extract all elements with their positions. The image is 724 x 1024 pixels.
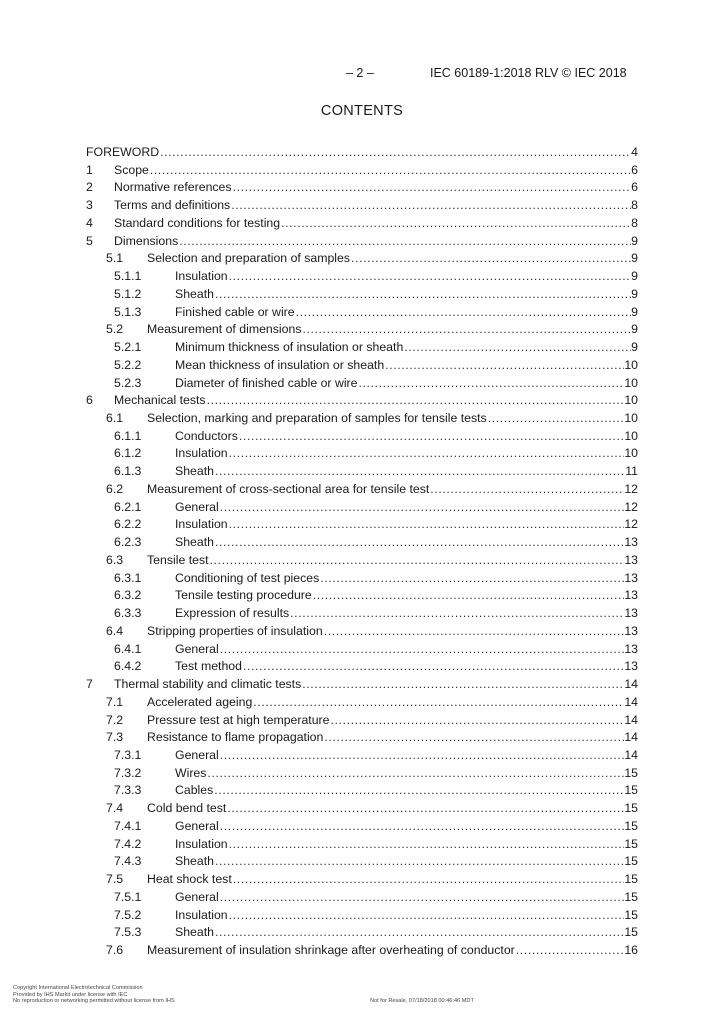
toc-entry-line [147, 321, 638, 339]
toc-entry-page: 9 [631, 233, 638, 248]
toc-entry-title: Mechanical tests [114, 393, 206, 408]
toc-entry-page: 8 [631, 198, 638, 213]
toc-entry-title: Sheath [175, 854, 214, 869]
toc-entry-page: 15 [624, 872, 638, 887]
toc-entry[interactable] [0, 463, 724, 481]
dot-leader [312, 587, 625, 605]
dot-leader [487, 410, 625, 428]
toc-entry-line [175, 907, 638, 925]
toc-entry-line [147, 712, 638, 730]
toc-entry-page: 15 [624, 907, 638, 922]
dot-leader [357, 375, 624, 393]
toc-entry-line [175, 445, 638, 463]
toc-entry-number: 7.5.3 [114, 925, 142, 940]
toc-entry-title: Wires [175, 765, 207, 780]
toc-entry[interactable] [0, 658, 724, 676]
toc-entry-number: 6.1.1 [114, 428, 142, 443]
toc-entry-page: 10 [624, 446, 638, 461]
toc-entry[interactable] [0, 570, 724, 588]
toc-entry-line [147, 729, 638, 747]
toc-entry-title: Insulation [175, 836, 228, 851]
toc-entry-page: 13 [624, 623, 638, 638]
toc-entry-line [175, 570, 638, 588]
toc-entry-number: 7.6 [106, 943, 124, 958]
toc-entry-line [175, 268, 638, 286]
toc-entry-page: 6 [631, 162, 638, 177]
toc-entry-page: 9 [631, 322, 638, 337]
dot-leader [209, 552, 625, 570]
toc-entry-page: 10 [624, 357, 638, 372]
toc-entry-line [175, 357, 638, 375]
toc-entry[interactable] [0, 853, 724, 871]
dot-leader [232, 871, 625, 889]
toc-entry-line [175, 853, 638, 871]
toc-entry-number: 7.3.3 [114, 783, 142, 798]
toc-entry[interactable] [0, 499, 724, 517]
dot-leader [228, 907, 625, 925]
toc-entry-line [114, 392, 638, 410]
toc-entry-page: 12 [624, 499, 638, 514]
toc-entry-page: 13 [624, 588, 638, 603]
toc-entry[interactable] [0, 197, 724, 215]
toc-entry-line [175, 924, 638, 942]
dot-leader [330, 712, 625, 730]
toc-entry[interactable] [0, 179, 724, 197]
toc-entry-page: 14 [624, 730, 638, 745]
toc-entry-page: 8 [631, 215, 638, 230]
toc-entry[interactable] [0, 871, 724, 889]
toc-entry-page: 9 [631, 304, 638, 319]
toc-entry-number: 5 [86, 233, 93, 248]
toc-entry-line [175, 818, 638, 836]
toc-entry-line [147, 800, 638, 818]
toc-entry-number: 6.1 [106, 411, 124, 426]
copyright-line: Copyright International Electrotechnical Commission [13, 985, 143, 991]
dot-leader [228, 268, 632, 286]
dot-leader [228, 836, 625, 854]
toc-entry-line [175, 304, 638, 322]
toc-entry-title: Test method [175, 659, 242, 674]
dot-leader [323, 729, 624, 747]
toc-entry-line [175, 658, 638, 676]
toc-entry-page: 15 [624, 889, 638, 904]
toc-entry-line [147, 623, 638, 641]
toc-entry-line [175, 375, 638, 393]
toc-entry[interactable] [0, 765, 724, 783]
toc-entry-title: Conditioning of test pieces [175, 570, 320, 585]
toc-entry[interactable] [0, 481, 724, 499]
dot-leader [515, 942, 625, 960]
toc-entry-line [175, 534, 638, 552]
dot-leader [228, 516, 625, 534]
toc-entry-title: Insulation [175, 269, 228, 284]
dot-leader [228, 445, 625, 463]
toc-entry-title: Insulation [175, 517, 228, 532]
toc-entry[interactable] [0, 800, 724, 818]
toc-entry-page: 12 [624, 481, 638, 496]
toc-entry-title: Minimum thickness of insulation or sheath [175, 340, 404, 355]
toc-entry-title: Heat shock test [147, 872, 232, 887]
page-number: – 2 – [346, 66, 374, 80]
dot-leader [301, 676, 624, 694]
toc-entry-title: Insulation [175, 907, 228, 922]
toc-entry-line [147, 481, 638, 499]
toc-entry-title: Selection, marking and preparation of samples for tensile tests [147, 411, 487, 426]
toc-entry-number: 7.4.3 [114, 854, 142, 869]
toc-entry-page: 10 [624, 411, 638, 426]
toc-entry[interactable] [0, 392, 724, 410]
dot-leader [149, 162, 631, 180]
toc-entry-title: Normative references [114, 180, 232, 195]
dot-leader [230, 197, 631, 215]
toc-entry-line [147, 250, 638, 268]
toc-entry-line [175, 286, 638, 304]
toc-entry-page: 10 [624, 393, 638, 408]
toc-entry-title: General [175, 818, 219, 833]
toc-entry[interactable] [0, 339, 724, 357]
toc-entry-title: Measurement of cross-sectional area for tensile test [147, 481, 430, 496]
toc-entry-page: 14 [624, 677, 638, 692]
toc-entry[interactable] [0, 729, 724, 747]
toc-entry-number: 4 [86, 215, 93, 230]
toc-entry-title: Cold bend test [147, 801, 227, 816]
toc-entry-number: 6.4.1 [114, 641, 142, 656]
toc-entry-number: 7.5.1 [114, 889, 142, 904]
toc-entry-page: 14 [624, 747, 638, 762]
dot-leader [350, 250, 631, 268]
toc-entry-line [147, 942, 638, 960]
toc-entry-line [114, 676, 638, 694]
toc-entry[interactable] [0, 712, 724, 730]
toc-entry-line [175, 463, 638, 481]
dot-leader [206, 765, 624, 783]
toc-entry[interactable] [0, 818, 724, 836]
toc-entry-page: 15 [624, 836, 638, 851]
toc-entry-number: 5.2.2 [114, 357, 142, 372]
toc-entry[interactable] [0, 587, 724, 605]
toc-entry-title: Thermal stability and climatic tests [114, 677, 302, 692]
toc-entry-title: Resistance to flame propagation [147, 730, 324, 745]
dot-leader [238, 428, 624, 446]
toc-entry-number: 6.3 [106, 552, 124, 567]
standard-reference: IEC 60189-1:2018 RLV © IEC 2018 [430, 66, 627, 80]
toc-entry-number: 6.1.3 [114, 464, 142, 479]
toc-entry-number: 7.4.1 [114, 818, 142, 833]
toc-entry-title: General [175, 641, 219, 656]
toc-entry-page: 13 [624, 570, 638, 585]
dot-leader [219, 499, 625, 517]
toc-entry-title: Insulation [175, 446, 228, 461]
toc-entry-number: 7.3.1 [114, 747, 142, 762]
dot-leader [429, 481, 624, 499]
toc-entry-title: Accelerated ageing [147, 694, 253, 709]
toc-entry-title: Sheath [175, 286, 214, 301]
toc-entry[interactable] [0, 694, 724, 712]
toc-entry-page: 15 [624, 925, 638, 940]
toc-entry-line [175, 747, 638, 765]
toc-entry[interactable] [0, 889, 724, 907]
toc-entry-page: 6 [631, 180, 638, 195]
toc-entry-line [114, 179, 638, 197]
dot-leader [214, 853, 624, 871]
toc-entry-title: Expression of results [175, 606, 290, 621]
toc-entry-title: Terms and definitions [114, 198, 231, 213]
toc-entry-title: Sheath [175, 464, 214, 479]
toc-entry-number: 7.3.2 [114, 765, 142, 780]
toc-entry-number: 5.1.3 [114, 304, 142, 319]
dot-leader [232, 179, 632, 197]
toc-entry-line [114, 215, 638, 233]
toc-entry-number: 5.1 [106, 251, 124, 266]
toc-entry[interactable] [0, 162, 724, 180]
toc-entry-line [147, 552, 638, 570]
toc-entry-number: 5.2 [106, 322, 124, 337]
dot-leader [323, 623, 625, 641]
toc-entry-title: Cables [175, 783, 214, 798]
toc-entry-page: 13 [624, 535, 638, 550]
toc-entry-line [175, 889, 638, 907]
toc-entry[interactable] [0, 924, 724, 942]
toc-entry-number: 6.4.2 [114, 659, 142, 674]
toc-entry-number: 6.3.1 [114, 570, 142, 585]
toc-entry-number: 2 [86, 180, 93, 195]
toc-entry-title: Diameter of finished cable or wire [175, 375, 358, 390]
toc-entry-title: General [175, 889, 219, 904]
toc-entry-page: 4 [631, 145, 638, 159]
toc-entry-number: 6.2.3 [114, 535, 142, 550]
toc-entry-title: Scope [114, 162, 149, 177]
toc-entry-page: 16 [624, 943, 638, 958]
toc-entry-page: 15 [624, 783, 638, 798]
toc-entry[interactable] [0, 233, 724, 251]
toc-entry-title: Measurement of insulation shrinkage after overheating of conductor [147, 943, 515, 958]
toc-entry[interactable] [0, 375, 724, 393]
toc-entry-line [175, 516, 638, 534]
toc-entry[interactable] [0, 782, 724, 800]
toc-entry-number: 6.1.2 [114, 446, 142, 461]
toc-entry-number: 7.3 [106, 730, 124, 745]
toc-entry-line [175, 782, 638, 800]
toc-entry-number: 6.3.3 [114, 606, 142, 621]
toc-entry-number: 5.2.1 [114, 340, 142, 355]
table-of-contents [0, 144, 724, 960]
toc-entry-title: Mean thickness of insulation or sheath [175, 357, 385, 372]
toc-entry-line [175, 428, 638, 446]
dot-leader [219, 641, 625, 659]
toc-entry-title: Pressure test at high temperature [147, 712, 330, 727]
toc-entry[interactable] [0, 907, 724, 925]
reproduction-line: No reproduction or networking permitted without license from IHS [13, 998, 175, 1005]
toc-entry-line [175, 587, 638, 605]
toc-entry-number: 7.4 [106, 801, 124, 816]
toc-entry-number: 3 [86, 198, 93, 213]
dot-leader [219, 818, 625, 836]
toc-entry[interactable] [0, 410, 724, 428]
toc-entry[interactable] [0, 534, 724, 552]
toc-entry-title: Dimensions [114, 233, 179, 248]
toc-entry[interactable] [0, 215, 724, 233]
toc-entry-number: 5.1.2 [114, 286, 142, 301]
toc-entry-page: 9 [631, 269, 638, 284]
toc-entry-title: Tensile test [147, 552, 209, 567]
toc-entry-title: Sheath [175, 925, 214, 940]
toc-entry[interactable] [0, 321, 724, 339]
toc-entry-page: 13 [624, 606, 638, 621]
toc-entry[interactable] [0, 357, 724, 375]
toc-entry-title: FOREWORD [86, 145, 160, 159]
toc-entry-number: 6.3.2 [114, 588, 142, 603]
dot-leader [214, 463, 625, 481]
toc-entry-line [147, 871, 638, 889]
toc-entry[interactable] [0, 428, 724, 446]
toc-entry-page: 13 [624, 659, 638, 674]
toc-entry-number: 6.2.2 [114, 517, 142, 532]
dot-leader [242, 658, 624, 676]
toc-entry[interactable] [0, 250, 724, 268]
dot-leader [403, 339, 631, 357]
toc-entry-line [175, 836, 638, 854]
toc-entry-number: 6.2.1 [114, 499, 142, 514]
toc-entry-page: 9 [631, 286, 638, 301]
toc-entry-page: 15 [624, 854, 638, 869]
toc-entry-line [175, 641, 638, 659]
dot-leader [319, 570, 624, 588]
toc-entry-line [175, 765, 638, 783]
toc-entry-line [175, 499, 638, 517]
toc-entry-page: 10 [624, 375, 638, 390]
toc-entry[interactable] [0, 304, 724, 322]
toc-entry[interactable] [0, 516, 724, 534]
toc-entry-number: 7.2 [106, 712, 124, 727]
toc-entry-number: 6 [86, 393, 93, 408]
toc-entry-line [147, 694, 638, 712]
toc-entry-title: Sheath [175, 535, 214, 550]
toc-entry-title: Standard conditions for testing [114, 215, 281, 230]
toc-entry-line [114, 197, 638, 215]
dot-leader [219, 747, 625, 765]
dot-leader [206, 392, 625, 410]
toc-entry-number: 6.2 [106, 481, 124, 496]
toc-entry[interactable] [0, 445, 724, 463]
dot-leader [384, 357, 624, 375]
dot-leader [280, 215, 631, 233]
toc-entry-line [86, 144, 638, 162]
dot-leader [301, 321, 631, 339]
toc-entry-title: General [175, 747, 219, 762]
dot-leader [252, 694, 624, 712]
toc-entry-title: General [175, 499, 219, 514]
toc-entry-number: 1 [86, 162, 93, 177]
toc-entry-number: 5.2.3 [114, 375, 142, 390]
toc-entry-title: Conductors [175, 428, 238, 443]
toc-entry-number: 7.5 [106, 872, 124, 887]
copyright-notice [13, 985, 175, 1005]
dot-leader [295, 304, 632, 322]
toc-entry-number: 7 [86, 677, 93, 692]
toc-entry-page: 15 [624, 818, 638, 833]
dot-leader [219, 889, 625, 907]
toc-entry-number: 7.1 [106, 694, 124, 709]
toc-entry[interactable] [0, 747, 724, 765]
toc-entry-line [114, 233, 638, 251]
toc-entry-line [114, 162, 638, 180]
toc-entry-title: Selection and preparation of samples [147, 251, 351, 266]
dot-leader [214, 286, 631, 304]
toc-entry-page: 13 [624, 552, 638, 567]
dot-leader [226, 800, 624, 818]
toc-entry-number: 7.4.2 [114, 836, 142, 851]
toc-entry-title: Finished cable or wire [175, 304, 295, 319]
dot-leader [178, 233, 631, 251]
toc-entry-page: 14 [624, 712, 638, 727]
dot-leader [289, 605, 624, 623]
toc-entry-title: Tensile testing procedure [175, 588, 312, 603]
toc-entry-page: 12 [624, 517, 638, 532]
toc-entry[interactable] [0, 942, 724, 960]
toc-entry[interactable] [0, 623, 724, 641]
toc-entry-page: 9 [631, 251, 638, 266]
toc-entry-line [147, 410, 638, 428]
toc-entry[interactable] [0, 552, 724, 570]
toc-entry[interactable] [0, 144, 724, 162]
dot-leader [214, 534, 624, 552]
dot-leader [213, 782, 624, 800]
dot-leader [214, 924, 624, 942]
toc-entry-page: 9 [631, 340, 638, 355]
toc-entry-line [175, 339, 638, 357]
license-line: Provided by IHS Markit under license with IEC [13, 991, 128, 998]
toc-entry[interactable] [0, 286, 724, 304]
dot-leader [159, 144, 631, 162]
resale-notice: Not for Resale, 07/18/2018 00:46:46 MDT [370, 998, 474, 1004]
toc-entry-number: 6.4 [106, 623, 124, 638]
toc-entry[interactable] [0, 641, 724, 659]
toc-entry-number: 7.5.2 [114, 907, 142, 922]
toc-entry-number: 5.1.1 [114, 269, 142, 284]
toc-entry-page: 14 [624, 694, 638, 709]
toc-entry-line [175, 605, 638, 623]
toc-entry-page: 11 [625, 464, 638, 479]
toc-entry-page: 15 [624, 765, 638, 780]
toc-entry[interactable] [0, 676, 724, 694]
page-header [0, 66, 724, 84]
toc-entry-title: Measurement of dimensions [147, 322, 302, 337]
toc-entry[interactable] [0, 605, 724, 623]
toc-entry-page: 15 [624, 801, 638, 816]
toc-entry-page: 13 [624, 641, 638, 656]
toc-entry[interactable] [0, 268, 724, 286]
page-title: CONTENTS [320, 103, 404, 119]
toc-entry-page: 10 [624, 428, 638, 443]
toc-entry-title: Stripping properties of insulation [147, 623, 323, 638]
toc-entry[interactable] [0, 836, 724, 854]
